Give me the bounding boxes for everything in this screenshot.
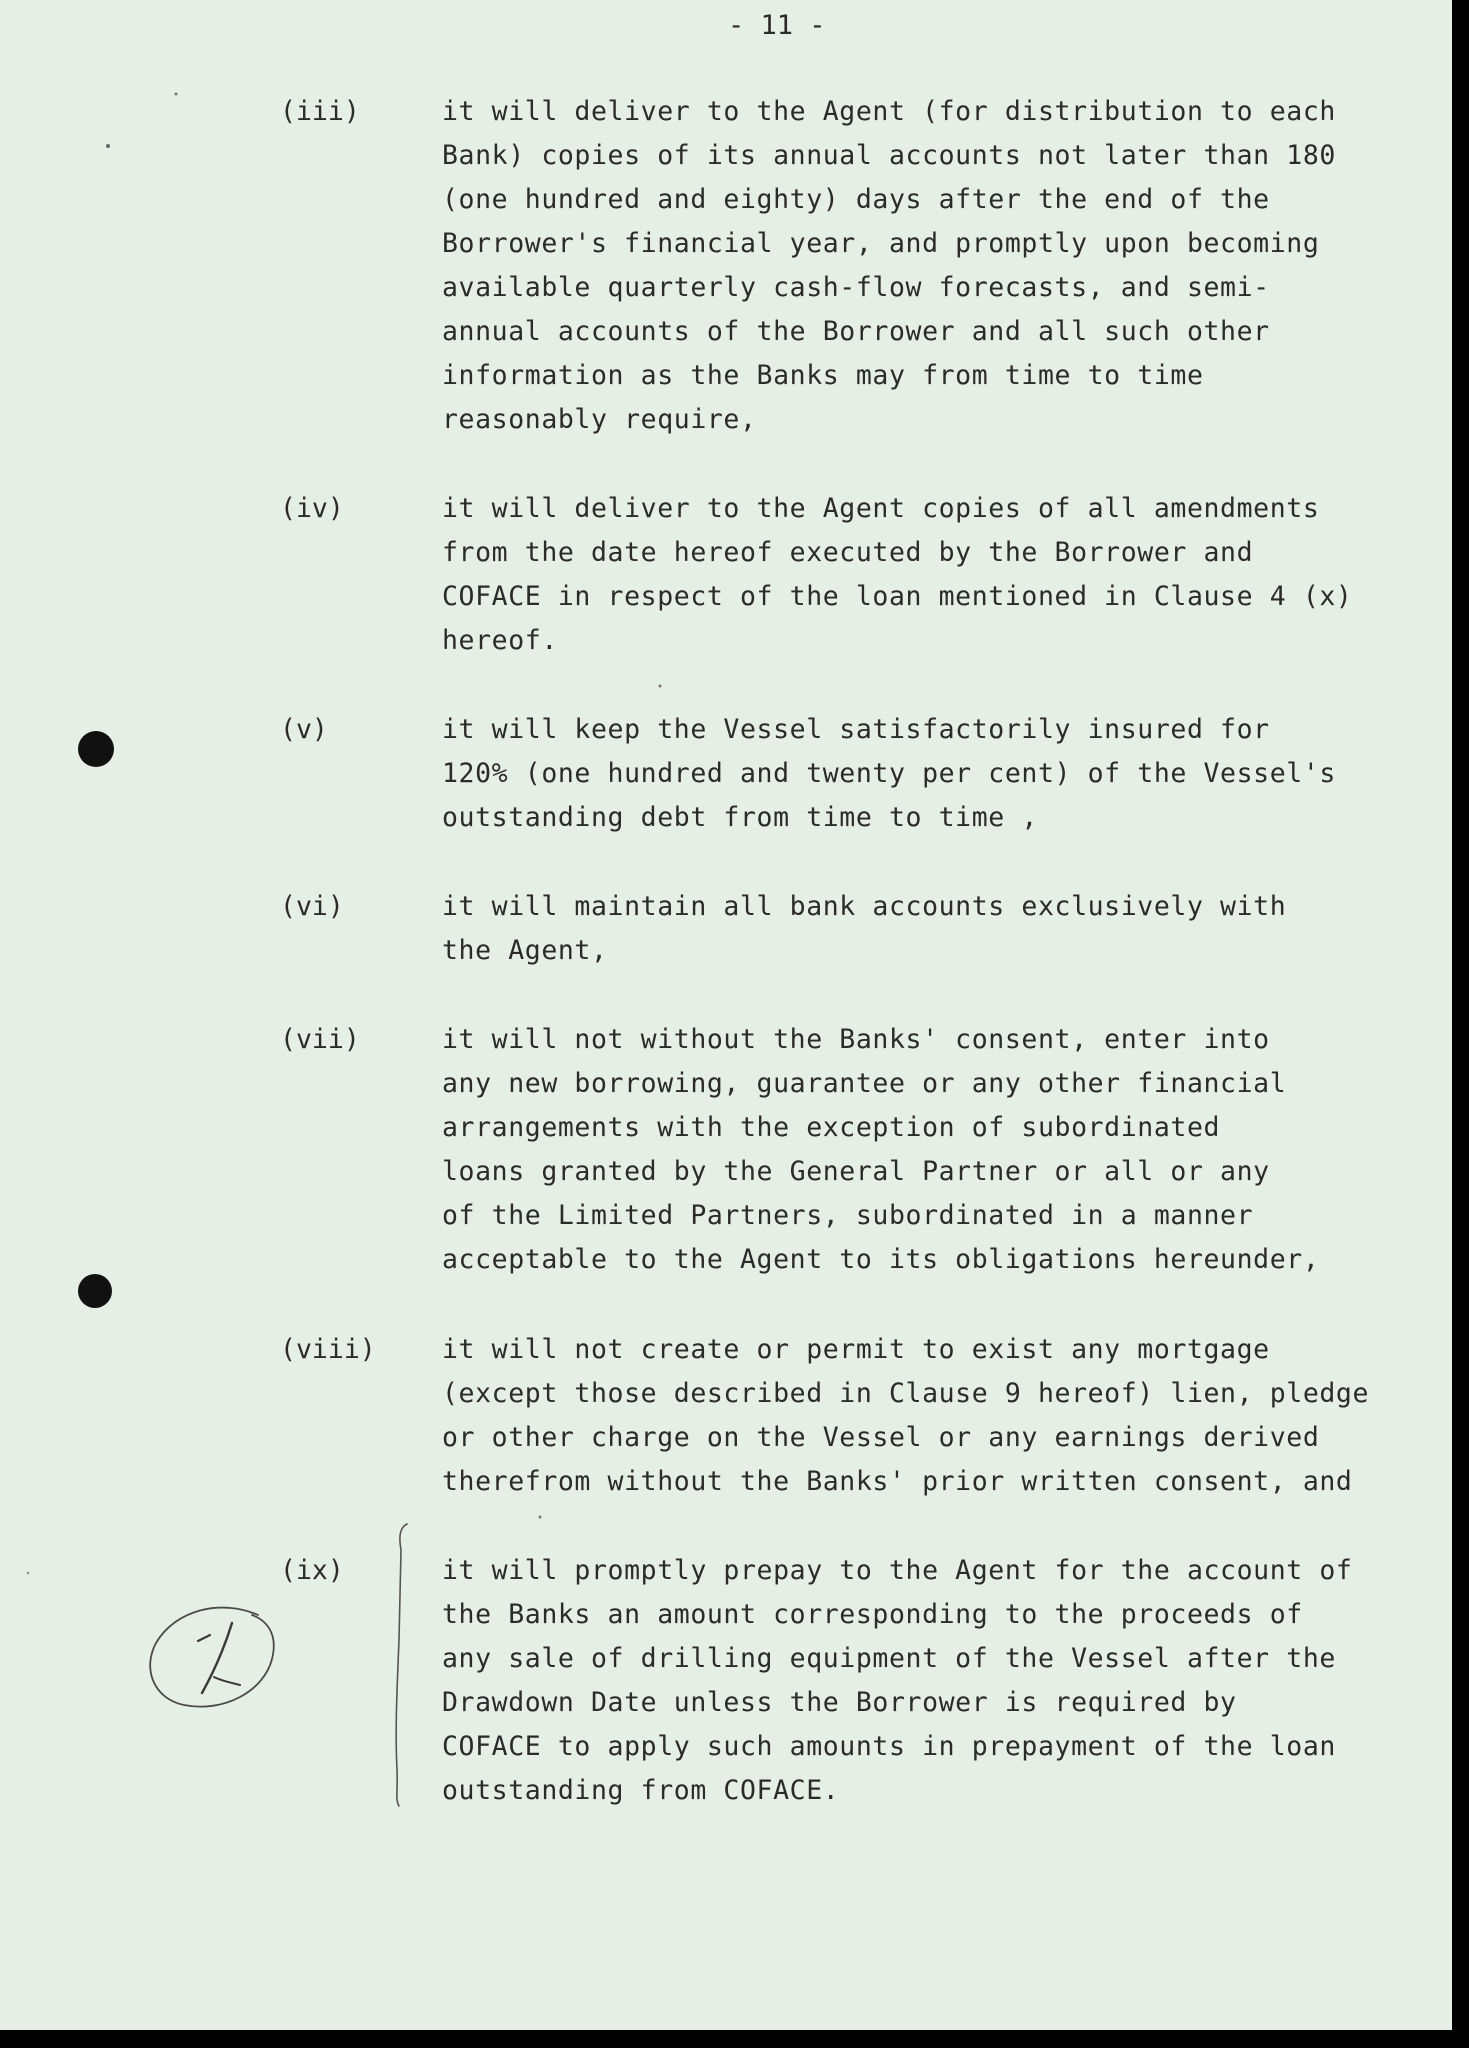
clause-line: (except those described in Clause 9 hereof) lien, pledge xyxy=(442,1378,1370,1409)
clause-line: information as the Banks may from time to time xyxy=(442,360,1204,391)
clause-line: or other charge on the Vessel or any earnings derived xyxy=(442,1422,1320,1453)
clause-number: (v) xyxy=(280,714,328,745)
clause-line: COFACE in respect of the loan mentioned in Clause 4 (x) xyxy=(442,581,1353,612)
clause-line: the Banks an amount corresponding to the proceeds of xyxy=(442,1599,1303,1630)
clause-line: it will deliver to the Agent (for distribution to each xyxy=(442,96,1336,127)
clause-number: (vii) xyxy=(280,1024,360,1055)
clause-line: from the date hereof executed by the Borrower and xyxy=(442,537,1254,568)
clause-line: hereof. xyxy=(442,625,558,656)
clause-number: (iii) xyxy=(280,96,360,127)
clause-line: Borrower's financial year, and promptly upon becoming xyxy=(442,228,1320,259)
clause-number: (vi) xyxy=(280,891,344,922)
clause-line: Bank) copies of its annual accounts not later than 180 xyxy=(442,140,1336,171)
clause-line: reasonably require, xyxy=(442,404,757,435)
clause-line: it will keep the Vessel satisfactorily insured for xyxy=(442,714,1270,745)
clause-line: it will promptly prepay to the Agent for the account of xyxy=(442,1555,1353,1586)
clause-line: therefrom without the Banks' prior written consent, and xyxy=(442,1466,1353,1497)
page-number: - 11 - xyxy=(728,10,826,41)
clause-number: (ix) xyxy=(280,1555,344,1586)
clause-line: loans granted by the General Partner or all or any xyxy=(442,1156,1270,1187)
clause-line: any new borrowing, guarantee or any other financial xyxy=(442,1068,1287,1099)
clause-line: any sale of drilling equipment of the Vessel after the xyxy=(442,1643,1336,1674)
clause-line: (one hundred and eighty) days after the end of the xyxy=(442,184,1270,215)
clause-line: arrangements with the exception of subordinated xyxy=(442,1112,1221,1143)
clause-line: it will maintain all bank accounts exclusively with xyxy=(442,891,1287,922)
clause-line: available quarterly cash-flow forecasts, and semi- xyxy=(442,272,1270,303)
clause-line: outstanding from COFACE. xyxy=(442,1775,840,1806)
clause-number: (viii) xyxy=(280,1334,376,1365)
clause-line: COFACE to apply such amounts in prepayment of the loan xyxy=(442,1731,1336,1762)
clause-line: the Agent, xyxy=(442,935,608,966)
clause-line: outstanding debt from time to time , xyxy=(442,802,1038,833)
clause-line: annual accounts of the Borrower and all such other xyxy=(442,316,1270,347)
clause-line: of the Limited Partners, subordinated in a manner xyxy=(442,1200,1254,1231)
clause-line: it will deliver to the Agent copies of all amendments xyxy=(442,493,1320,524)
clause-line: Drawdown Date unless the Borrower is required by xyxy=(442,1687,1237,1718)
clause-line: 120% (one hundred and twenty per cent) of the Vessel's xyxy=(442,758,1336,789)
clause-line: it will not create or permit to exist any mortgage xyxy=(442,1334,1270,1365)
clause-line: acceptable to the Agent to its obligations hereunder, xyxy=(442,1244,1320,1275)
clause-number: (iv) xyxy=(280,493,344,524)
clause-line: it will not without the Banks' consent, enter into xyxy=(442,1024,1270,1055)
